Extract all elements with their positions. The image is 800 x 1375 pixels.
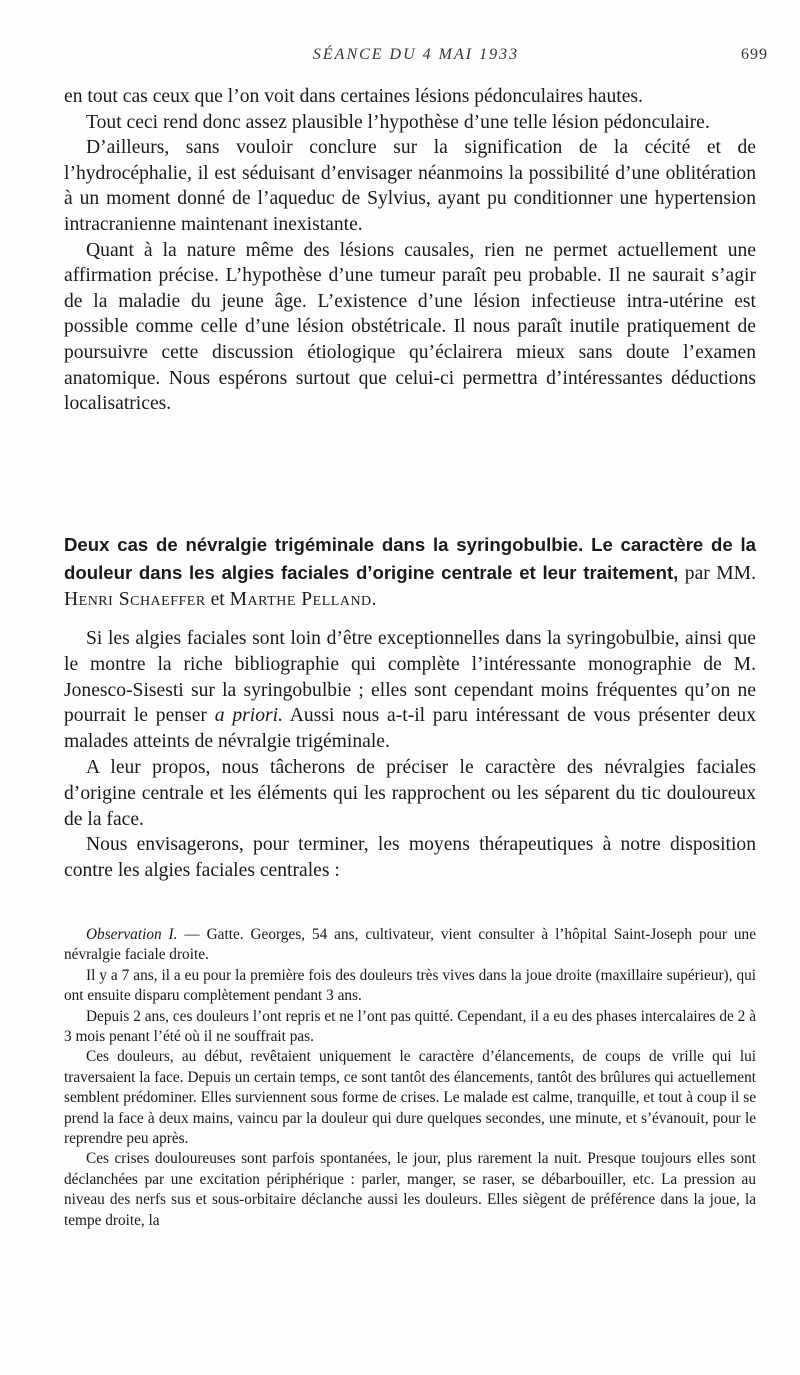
paragraph: en tout cas ceux que l’on voit dans certaines lésions pédonculaires hautes. xyxy=(64,86,643,107)
paragraph: Il y a 7 ans, il a eu pour la première fois des douleurs très vives dans la joue droite (maxillaire supérieur), qui ont ensuite disparu complètement pendant 3 ans. xyxy=(64,966,756,1005)
italic-phrase: a priori. xyxy=(214,705,284,727)
paragraph: Ces crises douloureuses sont parfois spontanées, le jour, plus rarement la nuit. Presque toujours elles sont déclanchées par une excitation périphérique : parler, manger, se raser, se débarbouiller, etc. La pression au niveau des nerfs sus et sous-orbitaire déclanche aussi les douleurs. Elles siègent de préférence dans la joue, la tempe droite, la xyxy=(64,1150,756,1229)
author-2: Marthe Pelland. xyxy=(229,589,378,611)
page-number: 699 xyxy=(741,46,768,63)
paragraph-text: Si les algies faciales sont loin d’être exceptionnelles dans la syringobulbie, ainsi que le montre la riche bibliographie qui complète l’intéressante monographie de M. Jonesco-Sisesti sur la syringobulbie ; elles sont cependant moins fréquentes qu’on ne pourrait le penser xyxy=(64,628,756,727)
paragraph: Ces douleurs, au début, revêtaient uniquement le caractère d’élancements, de coups de vrille qui lui traversaient la face. Depuis un certain temps, ce sont tantôt des élancements, tantôt des brûlures qui actuellement semblent prédominer. Elles surviennent sous forme de crises. Le malade est calme, tranquille, et tout à coup il se prend la face à deux mains, vaincu par la douleur qui dure quelques secondes, une minute, et s’évanouit, pour le reprendre peu après. xyxy=(64,1048,756,1148)
paragraph: Depuis 2 ans, ces douleurs l’ont repris et ne l’ont pas quitté. Cependant, il a eu des phases intercalaires de 2 à 3 mois penant l’été où il ne souffrait pas. xyxy=(64,1007,756,1046)
paragraph-text: — Gatte. Georges, 54 ans, cultivateur, vient consulter à l’hôpital Saint-Joseph pour une névralgie faciale droite. xyxy=(64,926,756,964)
paragraph xyxy=(64,626,756,755)
running-head: SÉANCE DU 4 MAI 1933 xyxy=(312,46,520,63)
author-1: Henri Schaeffer xyxy=(64,589,206,611)
page-header xyxy=(64,46,768,70)
paragraph: Tout ceci rend donc assez plausible l’hypothèse d’une telle lésion pédonculaire. xyxy=(86,111,710,133)
observation-block xyxy=(64,925,756,1231)
paragraph xyxy=(64,925,756,966)
paragraph: Nous envisagerons, pour terminer, les moyens thérapeutiques à notre disposition contre les algies faciales centrales : xyxy=(64,834,756,882)
observation-label: Observation I. xyxy=(86,926,178,943)
article-intro xyxy=(64,626,756,884)
author-conjunction: et xyxy=(210,589,225,611)
paragraph-text: Aussi nous a-t-il paru intéressant de vous présenter deux malades atteints de névralgie trigéminale. xyxy=(64,705,756,753)
article-title-block xyxy=(64,532,756,614)
paragraph: Quant à la nature même des lésions causales, rien ne permet actuellement une affirmation précise. L’hypothèse d’une tumeur paraît peu probable. Il ne saurait s’agir de la maladie du jeune âge. L’existence d’une lésion infectieuse intra-utérine est possible comme celle d’une lésion obstétricale. Il nous paraît inutile pratiquement de poursuivre cette discussion étiologique qu’éclairera mieux sans doute l’examen anatomique. Nous espérons surtout que celui-ci permettra d’intéressantes déductions localisatrices. xyxy=(64,239,756,415)
article-by: par MM. xyxy=(684,562,756,584)
paragraph: A leur propos, nous tâcherons de préciser le caractère des névralgies faciales d’origine centrale et les éléments qui les rapprochent ou les séparent du tic douloureux de la face. xyxy=(64,756,756,830)
preceding-article-text xyxy=(64,84,756,417)
paragraph: D’ailleurs, sans vouloir conclure sur la signification de la cécité et de l’hydrocéphalie, il est séduisant d’envisager néanmoins la possibilité d’une oblitération à un moment donné de l’aqueduc de Sylvius, ayant pu conditionner une hypertension intracranienne maintenant inexistante. xyxy=(64,137,756,235)
article-title: Deux cas de névralgie trigéminale dans la syringobulbie. Le caractère de la douleur dans les algies faciales d’origine centrale et leur traitement, xyxy=(64,534,756,583)
